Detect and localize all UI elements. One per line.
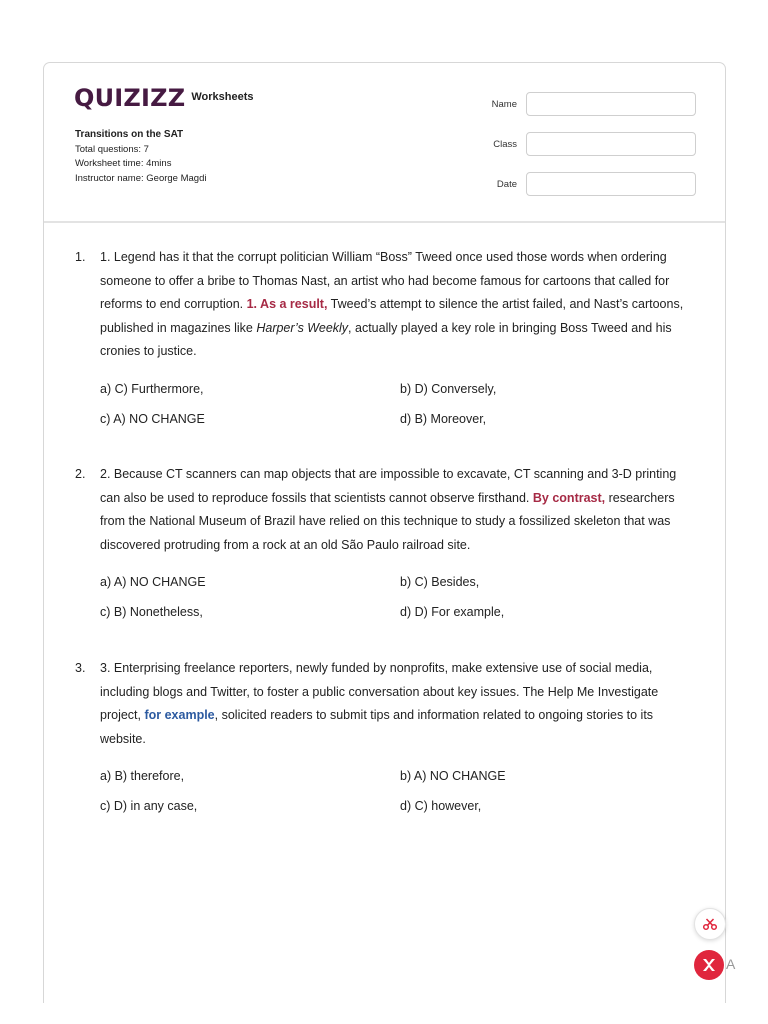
scissors-button[interactable] <box>694 908 726 940</box>
option-c[interactable]: c) D) in any case, <box>100 799 198 813</box>
option-b[interactable]: b) A) NO CHANGE <box>400 769 506 783</box>
question-number: 3. <box>75 661 86 675</box>
partial-label: A <box>726 956 736 972</box>
question-number: 1. <box>75 250 86 264</box>
question-text: 3. Enterprising freelance reporters, newly funded by nonprofits, make extensive use of social media, including blogs and Twitter, to foster a public conversation about key issues. The Help Me Investigate project, for example, solicited readers to submit tips and information related to ongoing stories to its website. <box>100 661 659 746</box>
option-c[interactable]: c) A) NO CHANGE <box>100 411 205 426</box>
logo-row <box>74 85 254 111</box>
option-a[interactable]: a) A) NO CHANGE <box>100 575 206 589</box>
option-d[interactable]: d) D) For example, <box>400 605 505 619</box>
date-field-row <box>464 172 696 196</box>
question-1 <box>75 246 695 430</box>
worksheet-header <box>44 63 725 223</box>
answer-options <box>100 571 695 623</box>
class-field-row <box>464 132 696 156</box>
italic-title: Harper’s Weekly <box>256 320 349 335</box>
worksheet-title: Transitions on the SAT <box>75 129 184 140</box>
highlighted-phrase: By contrast, <box>532 490 606 505</box>
scissors-icon <box>702 916 718 932</box>
highlighted-phrase: for example <box>144 708 215 722</box>
name-input[interactable] <box>526 92 696 116</box>
option-b[interactable]: b) C) Besides, <box>400 575 480 589</box>
worksheet <box>43 62 726 1003</box>
total-questions: Total questions: 7 <box>75 143 149 155</box>
answer-options <box>100 378 695 430</box>
option-c[interactable]: c) B) Nonetheless, <box>100 605 203 619</box>
worksheet-meta <box>75 128 206 186</box>
worksheet-time: Worksheet time: 4mins <box>75 158 172 169</box>
question-2 <box>75 463 695 623</box>
name-field-row <box>464 92 696 116</box>
highlighted-phrase: 1. As a result, <box>246 297 328 311</box>
logo-subtitle: Worksheets <box>191 91 254 103</box>
option-d[interactable]: d) B) Moreover, <box>400 411 487 426</box>
app-badge-button[interactable] <box>694 950 724 980</box>
x-logo-icon <box>700 956 718 974</box>
question-text: 1. Legend has it that the corrupt politician William “Boss” Tweed once used those words when ordering someone to offer a bribe to Thomas Nast, an artist who had become famous for cartoons that called for reforms to end corruption. 1. As a result, Tweed’s attempt to silence the artist failed, and Nast’s cartoons, published in magazines like Harper’s Weekly, actually played a key role in bringing Boss Tweed and his cronies to justice. <box>100 250 684 358</box>
quizizz-logo: QUIZIZZ <box>74 84 186 112</box>
option-b[interactable]: b) D) Conversely, <box>400 381 497 396</box>
option-a[interactable]: a) B) therefore, <box>100 769 185 783</box>
question-text: 2. Because CT scanners can map objects that are impossible to excavate, CT scanning and 3-D printing can also be used to reproduce fossils that scientists cannot observe firsthand. By contrast, researchers from the National Museum of Brazil have relied on this technique to study a fossilized skeleton that was discovered protruding from a rock at an old São Paulo railroad site. <box>100 467 677 552</box>
class-input[interactable] <box>526 132 696 156</box>
question-3 <box>75 657 695 817</box>
option-d[interactable]: d) C) however, <box>400 799 482 813</box>
question-number: 2. <box>75 467 86 481</box>
date-input[interactable] <box>526 172 696 196</box>
answer-options <box>100 765 695 817</box>
date-label: Date <box>496 178 517 190</box>
option-a[interactable]: a) C) Furthermore, <box>100 381 204 396</box>
name-label: Name <box>491 98 517 110</box>
class-label: Class <box>493 138 517 150</box>
instructor-name: Instructor name: George Magdi <box>75 172 207 184</box>
